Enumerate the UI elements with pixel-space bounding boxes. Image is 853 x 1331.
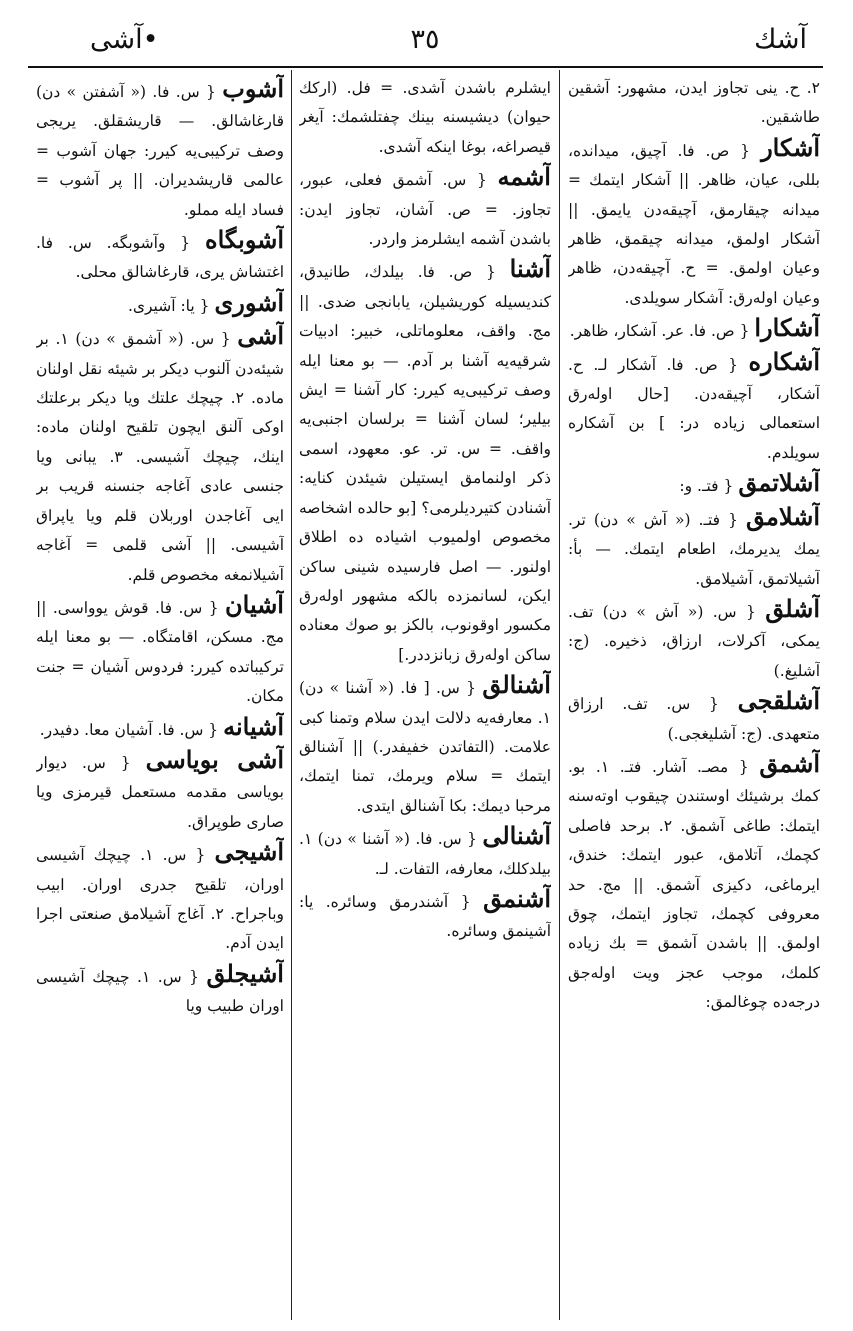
dictionary-entry	[299, 670, 551, 821]
entry-headword: آشورى	[214, 287, 284, 317]
dictionary-entry	[299, 254, 551, 670]
dictionary-entry	[568, 502, 820, 594]
entry-headword: آشلامق	[746, 501, 820, 531]
entry-headword: آشكار	[761, 132, 820, 162]
dictionary-entry	[299, 162, 551, 254]
entry-headword: آشيجلق	[206, 958, 284, 988]
dictionary-entry	[36, 288, 284, 321]
dictionary-entry	[36, 959, 284, 1022]
entry-definition: { س. فا. (« آشنا » دن) ۱. بيلدكلك، معارفه، التفات. لـ.	[299, 830, 551, 878]
entry-definition: { س. ۱. چيچك آشيسى اوران، تلقيح جدرى اوران. ابيب وباجراح. ۲. آغاج آشيلامق صنعتى اجرا ايدن آدم.	[36, 846, 284, 953]
entry-headword: آشى بوياسى	[145, 744, 284, 774]
column-left	[36, 74, 284, 1324]
header-guide-word-left: آشى•	[90, 24, 159, 55]
dictionary-entry	[299, 74, 551, 162]
entry-definition: { مصـ. آشار. فتـ. ۱. بو. كمك برشيئك اوستندن چيقوب اوته‌سنه ايتمك: طاغى آشمق. ۲. برحد فاصلى كچمك، آتلامق، عبور ايتمك: خندق، ايرماغى، دكيزى آشمق. || مج. حد معروفى كچمك، تجاوز ايتمك، چوق اولمق. || باشدن آشمق = بك زياده كلمك، موجب عجز ويت اوله‌جق درجه‌ده چوغالمق:	[568, 757, 820, 1012]
entry-definition: { س. فا. (« آشفتن » دن) قارغاشالق. — قاريشقلق. يريجى وصف تركيبى‌يه كيرر: جهان آشوب = عالمى قاريشديران. || پر آشوب = فساد ايله مملو.	[36, 83, 284, 219]
entry-definition: { س. [ فا. (« آشنا » دن) ۱. معارفه‌يه دلالت ايدن سلام وتمنا كبى علامت. (التفاتدن خفيفدر.) || آشنالق ايتمك = سلام ويرمك، تمنا ايتمك، مرحبا ديمك: بكا آشنالق ايتدى.	[299, 679, 551, 815]
entry-headword: آشنا	[509, 254, 551, 284]
dictionary-entry	[568, 749, 820, 1018]
dictionary-entry	[36, 590, 284, 712]
entry-definition: { ص. فا. عر. آشكار، ظاهر.	[569, 322, 750, 341]
entry-definition: { ص. فا. بيلدك، طانيدق، كنديسيله كوريشيلن، يابانجى ضدى. || مج. واقف، معلوماتلى، خبير: ادبيات شرقيه‌يه آشنا بر آدم. — بو معنا ايله وصف تركيبى‌يه كيرر: كار آشنا = ايش بيلير؛ لسان آشنا = برلسان اجنبى‌يه واقف. = س. تر. عو. معهود، اسمى ذكر اولنمامق ايستيلن شيئدن كنايه: آشنادن كتيرديلرمى؟ [بو حالده اشخاصه مخصوص اولميوب اشياده ده اطلاق اولنور. — اصل فارسيده شينى ساكن ايكن، لسانمزده بالكه مشهور اوله‌رق مكسور اوقونوب، بالكز بو صوك معناده ساكن اوله‌رق زبانزددر.]	[299, 263, 551, 664]
entry-definition: { س. ۱. چيچك آشيسى اوران طبيب ويا	[36, 967, 284, 1016]
entry-headword: آشلقجى	[737, 686, 820, 716]
entry-headword: آشوب	[222, 74, 284, 103]
dictionary-entry	[568, 468, 820, 501]
entry-definition: { ص. فا. آچيق، ميدانده، بللى، عيان، ظاهر. || آشكار ايتمك = ميدانه چيقارمق، آچيقه‌دن يايمق. || آشكار اولمق، ميدانه چيقمق، ظاهر وعيان اولمق. = ح. آچيقه‌دن، ظاهر وعيان اوله‌رق: آشكار سويلدى.	[568, 141, 820, 307]
page-number: ٣٥	[410, 24, 440, 55]
entry-headword: آشمق	[759, 748, 820, 778]
dictionary-entry	[36, 837, 284, 959]
column-right	[568, 74, 820, 1324]
entry-definition: { يا: آشيرى.	[127, 296, 210, 315]
entry-headword: آشى	[237, 321, 284, 351]
entry-headword: آشكاره	[748, 346, 820, 376]
dictionary-entry	[568, 347, 820, 469]
dictionary-entry	[568, 686, 820, 749]
dictionary-entry	[36, 745, 284, 837]
entry-definition: { س. ديوار بوياسى مقدمه مستعمل قيرمزى ويا صارى طوپراق.	[36, 753, 284, 831]
dictionary-entry	[36, 321, 284, 590]
entry-headword: آشنالى	[482, 821, 551, 851]
dictionary-entry	[568, 133, 820, 313]
entry-definition: ۲. ح. ينى تجاوز ايدن، مشهور: آشقين طاشقين.	[568, 79, 820, 127]
entry-headword: آشوبگاه	[205, 225, 284, 255]
entry-headword: آشيجى	[214, 837, 284, 867]
entry-definition: { ص. فا. آشكار لـ. ح. آشكار، آچيقه‌دن. [حال اوله‌رق استعمالى زياده در: ] بن آشكاره سويلدم.	[568, 355, 820, 462]
entry-headword: آشنمق	[483, 883, 551, 913]
entry-definition: { آشندرمق وسائره. يا: آشينمق وسائره.	[299, 892, 551, 941]
entry-definition: ايشلرم باشدن آشدى. = فل. (اركك حيوان) ديشيسنه بينك چفتلشمك: آيغر قيصراغه، بوغا اينكه آشدى.	[299, 79, 551, 156]
entry-headword: آشنالق	[482, 670, 551, 700]
header-guide-word-right: آشك	[754, 24, 807, 55]
dictionary-entry	[568, 74, 820, 133]
entry-definition: { فتـ. (« آش » دن) تر. يمك يديرمك، اطعام ايتمك. — بأ: آشيلاتمق، آشيلامق.	[568, 510, 820, 588]
entry-headword: آشمه	[497, 162, 551, 192]
header-rule	[28, 66, 823, 68]
dictionary-entry	[299, 821, 551, 884]
page-header	[0, 0, 853, 68]
entry-definition: { س. فا. قوش يوواسى. || مج. مسكن، اقامتگاه. — بو معنا ايله تركيباتده كيرر: فردوس آشيان = جنت مكان.	[36, 598, 284, 706]
entry-definition: { س. (« آش » دن) تف. يمكى، آكرلات، ارزاق، ذخيره. (ج: آشليغ.)	[568, 602, 820, 680]
column-center	[299, 74, 551, 1324]
dictionary-entry	[36, 225, 284, 288]
entry-headword: آشيان	[225, 589, 284, 619]
entry-definition: { س. آشمق فعلى، عبور، تجاوز. = ص. آشان، تجاوز ايدن: باشدن آشمه ايشلرمز واردر.	[299, 171, 551, 249]
column-divider-left	[291, 70, 292, 1320]
entry-definition: { س. (« آشمق » دن) ۱. بر شيئه‌دن آلنوب ديكر بر شيئه نقل اولنان ماده. ۲. چيچك علتك ويا ديكر برعلتك اوكى آلنق ايچون تلقيح اولنان ماده: اينك، چيچك آشيسى. ۳. يبانى ويا جنسى عادى آغاجه جنسنه قريب بر ايى آغاجدن اوربلان قلم ويا ياپراق آشيسى. || آشى قلمى = آغاجه آشيلانمغه مخصوص قلم.	[36, 330, 284, 584]
column-divider-right	[559, 70, 560, 1320]
entry-definition: { فتـ. و:	[679, 477, 734, 496]
dictionary-entry	[568, 594, 820, 686]
entry-definition: { س. فا. آشيان معا. دفيدر.	[39, 720, 219, 739]
entry-headword: آشيانه	[223, 711, 284, 741]
dictionary-entry	[299, 884, 551, 947]
entry-headword: آشلق	[765, 593, 820, 623]
entry-headword: آشلاتمق	[738, 468, 820, 498]
dictionary-entry	[36, 712, 284, 745]
dictionary-entry	[36, 74, 284, 225]
entry-headword: آشكارا	[754, 313, 820, 343]
dictionary-entry	[568, 313, 820, 346]
entry-definition: { س. تف. ارزاق متعهدى. (ج: آشليغجى.)	[568, 695, 820, 743]
entry-definition: { وآشوبگه. س. فا. اغتشاش يرى، قارغاشالق محلى.	[36, 234, 284, 282]
